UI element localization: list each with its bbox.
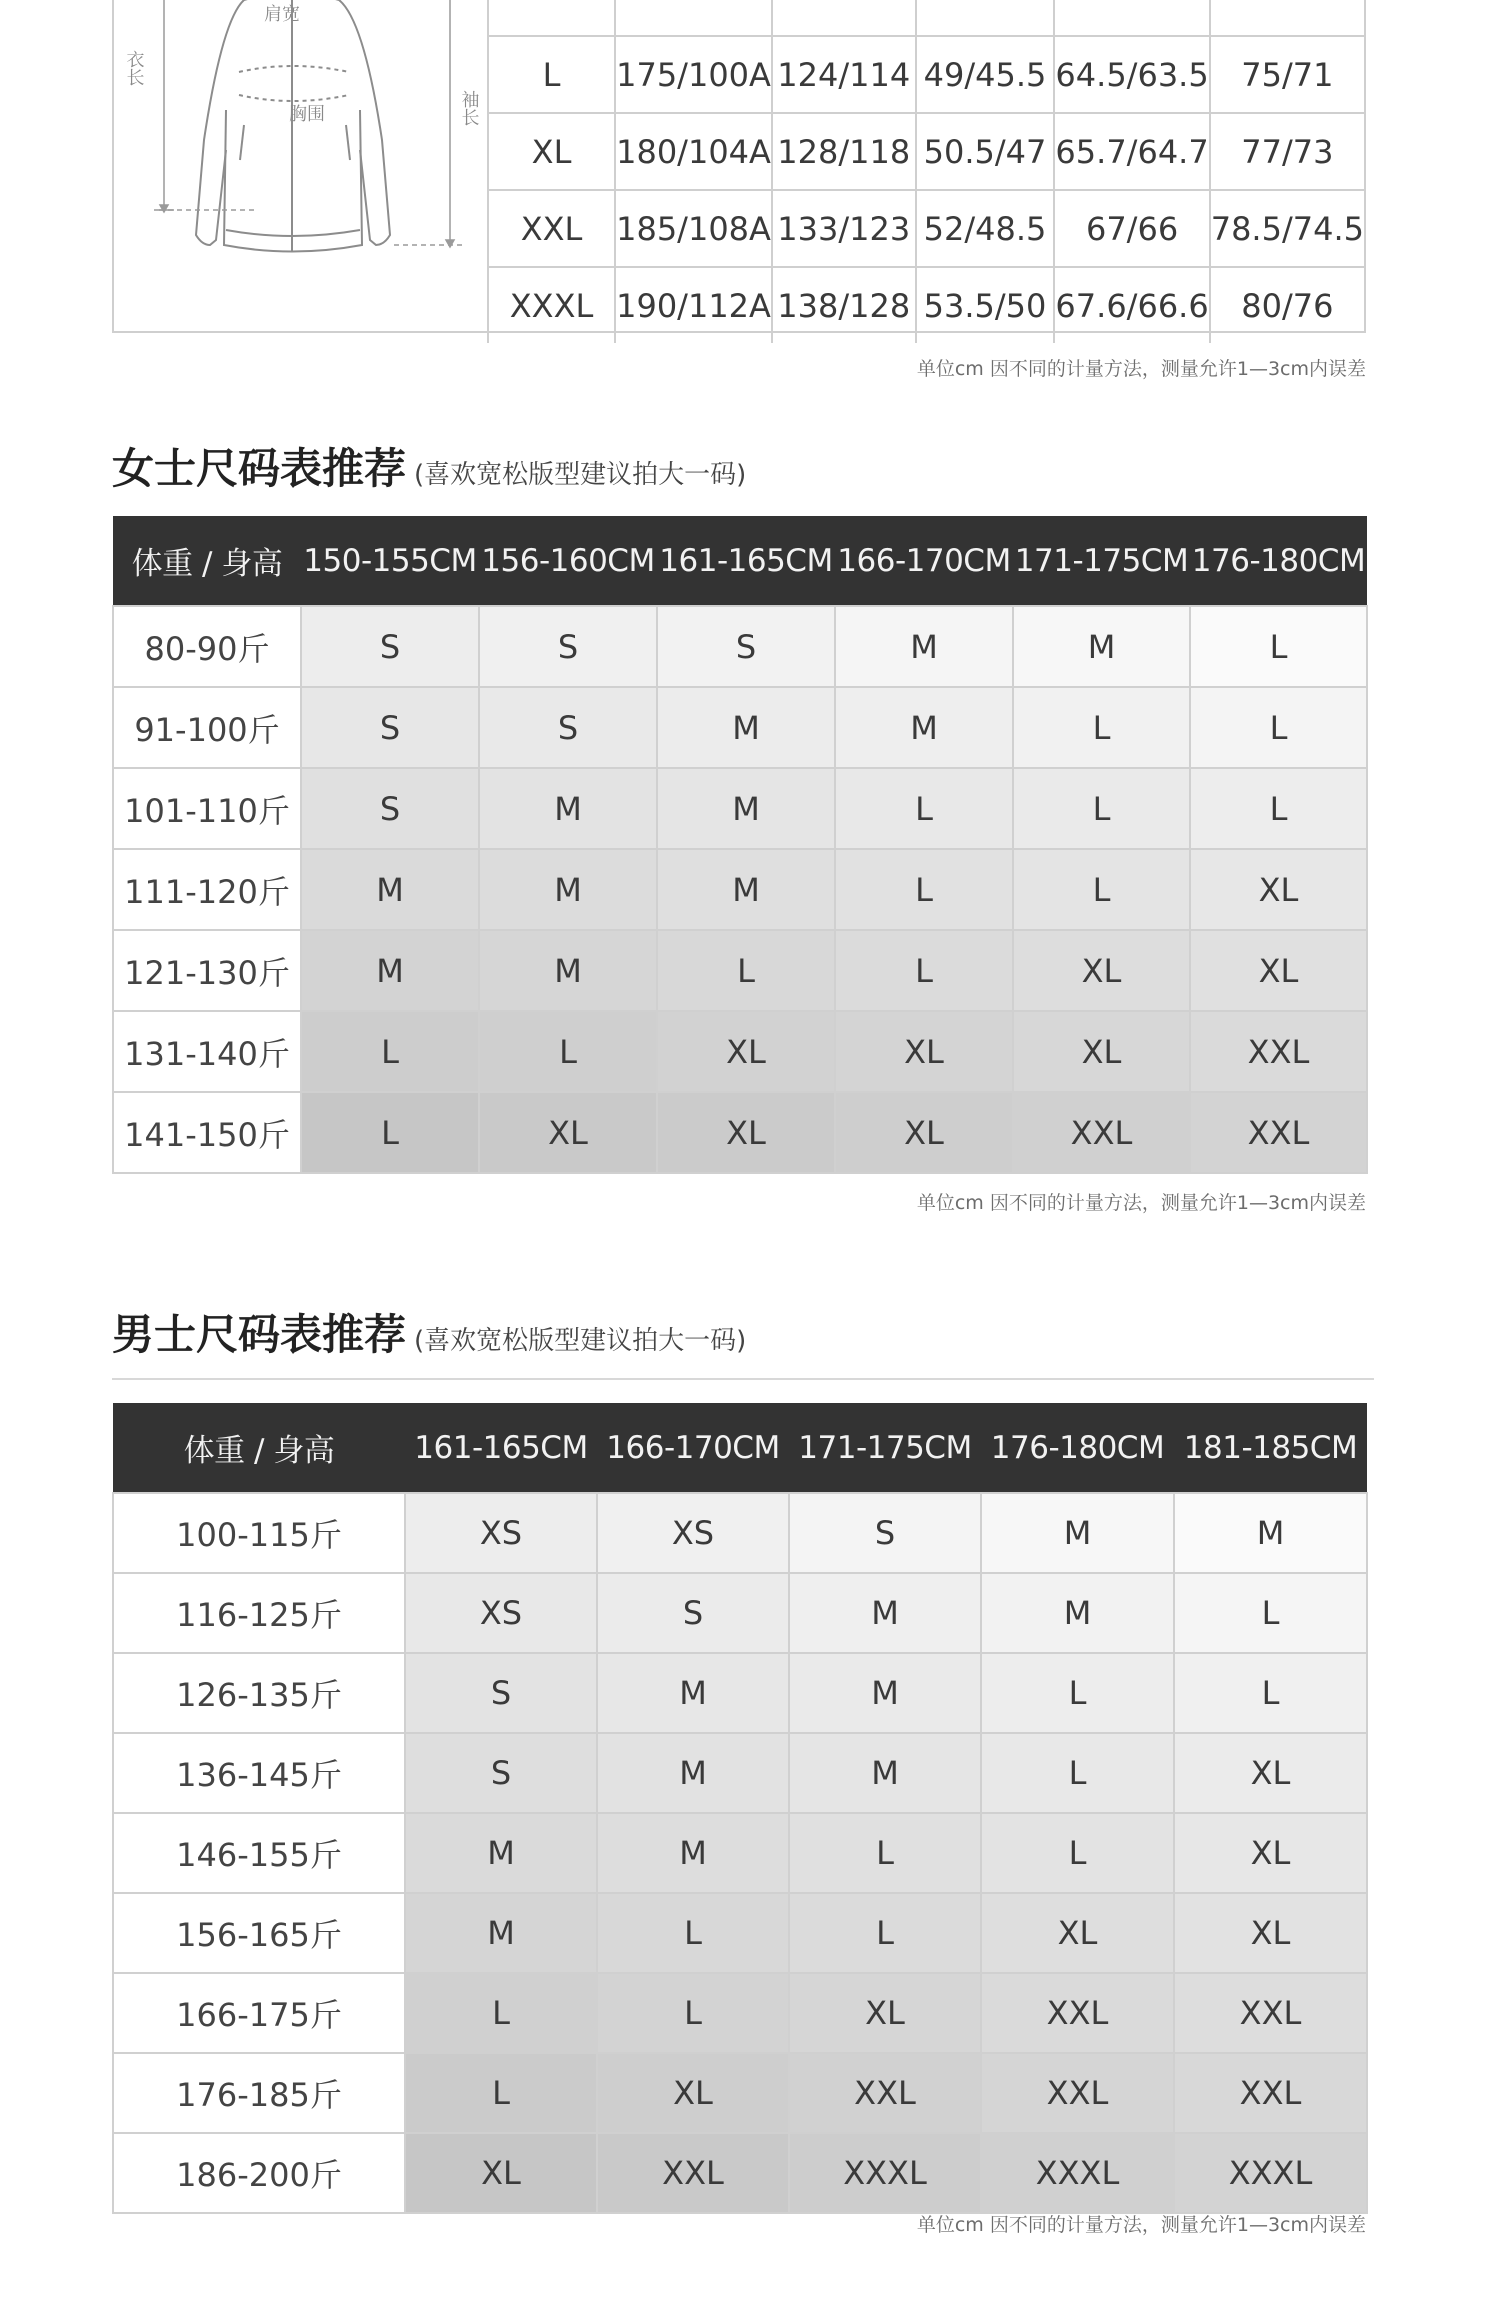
size-cell: XL [405, 2133, 597, 2213]
women-height-header: 176-180CM [1190, 516, 1367, 606]
size-cell: L [1190, 768, 1367, 849]
size-cell: L [488, 36, 615, 113]
size-cell: L [789, 1893, 981, 1973]
size-cell: S [301, 606, 479, 687]
size-cell: M [835, 606, 1013, 687]
size-cell: M [657, 768, 835, 849]
men-section-divider [112, 1378, 1374, 1380]
size-cell: L [301, 1092, 479, 1173]
table-row [113, 1733, 1367, 1813]
height-chest-cell: 180/104A [615, 113, 772, 190]
size-cell: L [835, 768, 1013, 849]
chest-cell: 128/118 [772, 113, 916, 190]
shoulder-cell: 50.5/47 [916, 113, 1055, 190]
size-cell: L [597, 1893, 789, 1973]
size-cell: S [789, 1493, 981, 1573]
size-cell: XL [657, 1092, 835, 1173]
size-cell: M [1013, 606, 1190, 687]
table-row [113, 1493, 1367, 1573]
length-cell: 65.7/64.7 [1054, 113, 1209, 190]
size-cell: M [789, 1733, 981, 1813]
size-cell: M [657, 687, 835, 768]
size-cell: M [789, 1653, 981, 1733]
height-chest-cell: 190/112A [615, 267, 772, 343]
size-cell: L [789, 1813, 981, 1893]
chest-cell: 138/128 [772, 267, 916, 343]
weight-label: 166-175斤 [113, 1973, 405, 2053]
size-cell: XL [1190, 930, 1367, 1011]
size-cell: XL [1190, 849, 1367, 930]
weight-label: 136-145斤 [113, 1733, 405, 1813]
size-cell: XL [1174, 1893, 1367, 1973]
measurement-note: 单位cm 因不同的计量方法，测量允许1—3cm内误差 [916, 358, 1366, 380]
size-cell: XL [789, 1973, 981, 2053]
women-height-header: 156-160CM [479, 516, 657, 606]
men-header-row [113, 1403, 1367, 1493]
men-corner-header: 体重 / 身高 [113, 1403, 405, 1493]
size-cell: L [1013, 768, 1190, 849]
size-cell: M [835, 687, 1013, 768]
men-note: 单位cm 因不同的计量方法，测量允许1—3cm内误差 [916, 2214, 1366, 2236]
chest-label: 胸围 [289, 104, 325, 125]
table-row [113, 1653, 1367, 1733]
size-cell: S [597, 1573, 789, 1653]
size-cell: L [981, 1813, 1174, 1893]
size-cell: XL [1174, 1733, 1367, 1813]
size-cell: XL [835, 1092, 1013, 1173]
size-cell: M [405, 1813, 597, 1893]
size-cell: S [301, 687, 479, 768]
size-cell: XL [597, 2053, 789, 2133]
measurement-table [487, 0, 1364, 343]
table-row [113, 849, 1367, 930]
size-cell: L [301, 1011, 479, 1092]
size-cell: XXXL [1174, 2133, 1367, 2213]
men-subtitle: (喜欢宽松版型建议拍大一码) [414, 1326, 747, 1356]
size-cell: XXL [981, 2053, 1174, 2133]
size-cell: L [479, 1011, 657, 1092]
women-title-text: 女士尺码表推荐 [112, 444, 407, 493]
size-cell: L [1174, 1573, 1367, 1653]
table-row [488, 113, 1364, 190]
table-row [113, 1011, 1367, 1092]
size-cell: S [479, 606, 657, 687]
shoulder-label: 肩宽 [264, 4, 300, 25]
table-row [113, 768, 1367, 849]
size-cell: XXL [981, 1973, 1174, 2053]
weight-label: 121-130斤 [113, 930, 301, 1011]
size-cell: S [479, 687, 657, 768]
size-cell: M [405, 1893, 597, 1973]
table-row [488, 36, 1364, 113]
size-cell: L [1013, 687, 1190, 768]
size-cell: XXL [1174, 2053, 1367, 2133]
weight-label: 80-90斤 [113, 606, 301, 687]
women-corner-header: 体重 / 身高 [113, 516, 301, 606]
men-height-header: 181-185CM [1174, 1403, 1367, 1493]
sleeve-cell: 77/73 [1210, 113, 1364, 190]
size-cell: L [1174, 1653, 1367, 1733]
women-header-row [113, 516, 1367, 606]
shoulder-cell: 52/48.5 [916, 190, 1055, 267]
table-row [488, 190, 1364, 267]
table-row [113, 1573, 1367, 1653]
men-height-header: 166-170CM [597, 1403, 789, 1493]
size-cell: M [301, 930, 479, 1011]
height-chest-cell: 175/100A [615, 36, 772, 113]
size-cell: M [479, 849, 657, 930]
size-cell: XL [488, 113, 615, 190]
women-height-header: 166-170CM [835, 516, 1013, 606]
size-cell: XXXL [789, 2133, 981, 2213]
size-cell: L [657, 930, 835, 1011]
size-cell: L [1013, 849, 1190, 930]
women-section-title [112, 436, 746, 496]
size-cell: M [789, 1573, 981, 1653]
size-cell: XL [1174, 1813, 1367, 1893]
size-cell: XXL [1190, 1092, 1367, 1173]
size-cell: XS [405, 1493, 597, 1573]
table-row [113, 1973, 1367, 2053]
weight-label: 101-110斤 [113, 768, 301, 849]
men-height-header: 161-165CM [405, 1403, 597, 1493]
size-cell: L [1190, 606, 1367, 687]
shoulder-cell: 53.5/50 [916, 267, 1055, 343]
size-cell: L [835, 930, 1013, 1011]
men-title-text: 男士尺码表推荐 [112, 1310, 407, 1359]
size-cell: L [405, 2053, 597, 2133]
table-row [113, 2053, 1367, 2133]
table-row [113, 606, 1367, 687]
size-cell: M [981, 1573, 1174, 1653]
size-cell: XS [597, 1493, 789, 1573]
table-row [113, 1092, 1367, 1173]
size-cell: M [597, 1733, 789, 1813]
size-cell: S [405, 1733, 597, 1813]
size-cell: XL [835, 1011, 1013, 1092]
size-cell: XL [479, 1092, 657, 1173]
size-cell: XXL [1013, 1092, 1190, 1173]
size-cell: L [835, 849, 1013, 930]
size-cell: M [301, 849, 479, 930]
size-cell: M [479, 930, 657, 1011]
size-cell: M [981, 1493, 1174, 1573]
women-height-header: 150-155CM [301, 516, 479, 606]
weight-label: 116-125斤 [113, 1573, 405, 1653]
men-section-title [112, 1302, 746, 1362]
size-cell: L [1190, 687, 1367, 768]
sleeve-label: 袖长 [458, 90, 480, 126]
sleeve-cell: 78.5/74.5 [1210, 190, 1364, 267]
size-cell: XL [1013, 1011, 1190, 1092]
size-cell: S [405, 1653, 597, 1733]
length-cell: 67.6/66.6 [1054, 267, 1209, 343]
length-label: 衣长 [123, 50, 145, 86]
women-height-header: 161-165CM [657, 516, 835, 606]
weight-label: 126-135斤 [113, 1653, 405, 1733]
table-row [488, 0, 1364, 36]
men-height-header: 176-180CM [981, 1403, 1174, 1493]
weight-label: 111-120斤 [113, 849, 301, 930]
length-cell: 67/66 [1054, 190, 1209, 267]
size-cell: XL [1013, 930, 1190, 1011]
weight-label: 131-140斤 [113, 1011, 301, 1092]
size-cell: M [657, 849, 835, 930]
measurement-table-panel [112, 0, 1366, 333]
size-cell: M [479, 768, 657, 849]
table-row [113, 930, 1367, 1011]
size-cell: XL [657, 1011, 835, 1092]
height-chest-cell: 185/108A [615, 190, 772, 267]
size-cell: XXXL [488, 267, 615, 343]
women-height-header: 171-175CM [1013, 516, 1190, 606]
jacket-diagram [114, 0, 487, 333]
shoulder-cell: 49/45.5 [916, 36, 1055, 113]
chest-cell: 133/123 [772, 190, 916, 267]
size-cell: XL [981, 1893, 1174, 1973]
sleeve-cell: 75/71 [1210, 36, 1364, 113]
length-cell: 64.5/63.5 [1054, 36, 1209, 113]
size-cell: XS [405, 1573, 597, 1653]
weight-label: 146-155斤 [113, 1813, 405, 1893]
size-cell: XXXL [981, 2133, 1174, 2213]
table-row [113, 2133, 1367, 2213]
size-cell: L [981, 1653, 1174, 1733]
size-cell: L [597, 1973, 789, 2053]
size-cell: M [597, 1653, 789, 1733]
size-cell: XXL [488, 190, 615, 267]
women-subtitle: (喜欢宽松版型建议拍大一码) [414, 460, 747, 490]
chest-cell: 124/114 [772, 36, 916, 113]
size-cell: L [405, 1973, 597, 2053]
women-note: 单位cm 因不同的计量方法，测量允许1—3cm内误差 [916, 1192, 1366, 1214]
table-row [113, 1813, 1367, 1893]
weight-label: 186-200斤 [113, 2133, 405, 2213]
weight-label: 91-100斤 [113, 687, 301, 768]
men-height-header: 171-175CM [789, 1403, 981, 1493]
weight-label: 176-185斤 [113, 2053, 405, 2133]
size-cell: M [597, 1813, 789, 1893]
size-cell: L [981, 1733, 1174, 1813]
weight-label: 141-150斤 [113, 1092, 301, 1173]
sleeve-cell: 80/76 [1210, 267, 1364, 343]
weight-label: 100-115斤 [113, 1493, 405, 1573]
size-cell: M [1174, 1493, 1367, 1573]
size-cell: XXL [597, 2133, 789, 2213]
size-cell: S [657, 606, 835, 687]
size-cell: XXL [789, 2053, 981, 2133]
size-cell: XXL [1190, 1011, 1367, 1092]
table-row [113, 687, 1367, 768]
size-cell: S [301, 768, 479, 849]
women-size-table [112, 516, 1368, 1174]
size-cell: XXL [1174, 1973, 1367, 2053]
table-row [113, 1893, 1367, 1973]
men-size-table [112, 1403, 1368, 2214]
weight-label: 156-165斤 [113, 1893, 405, 1973]
table-row [488, 267, 1364, 343]
